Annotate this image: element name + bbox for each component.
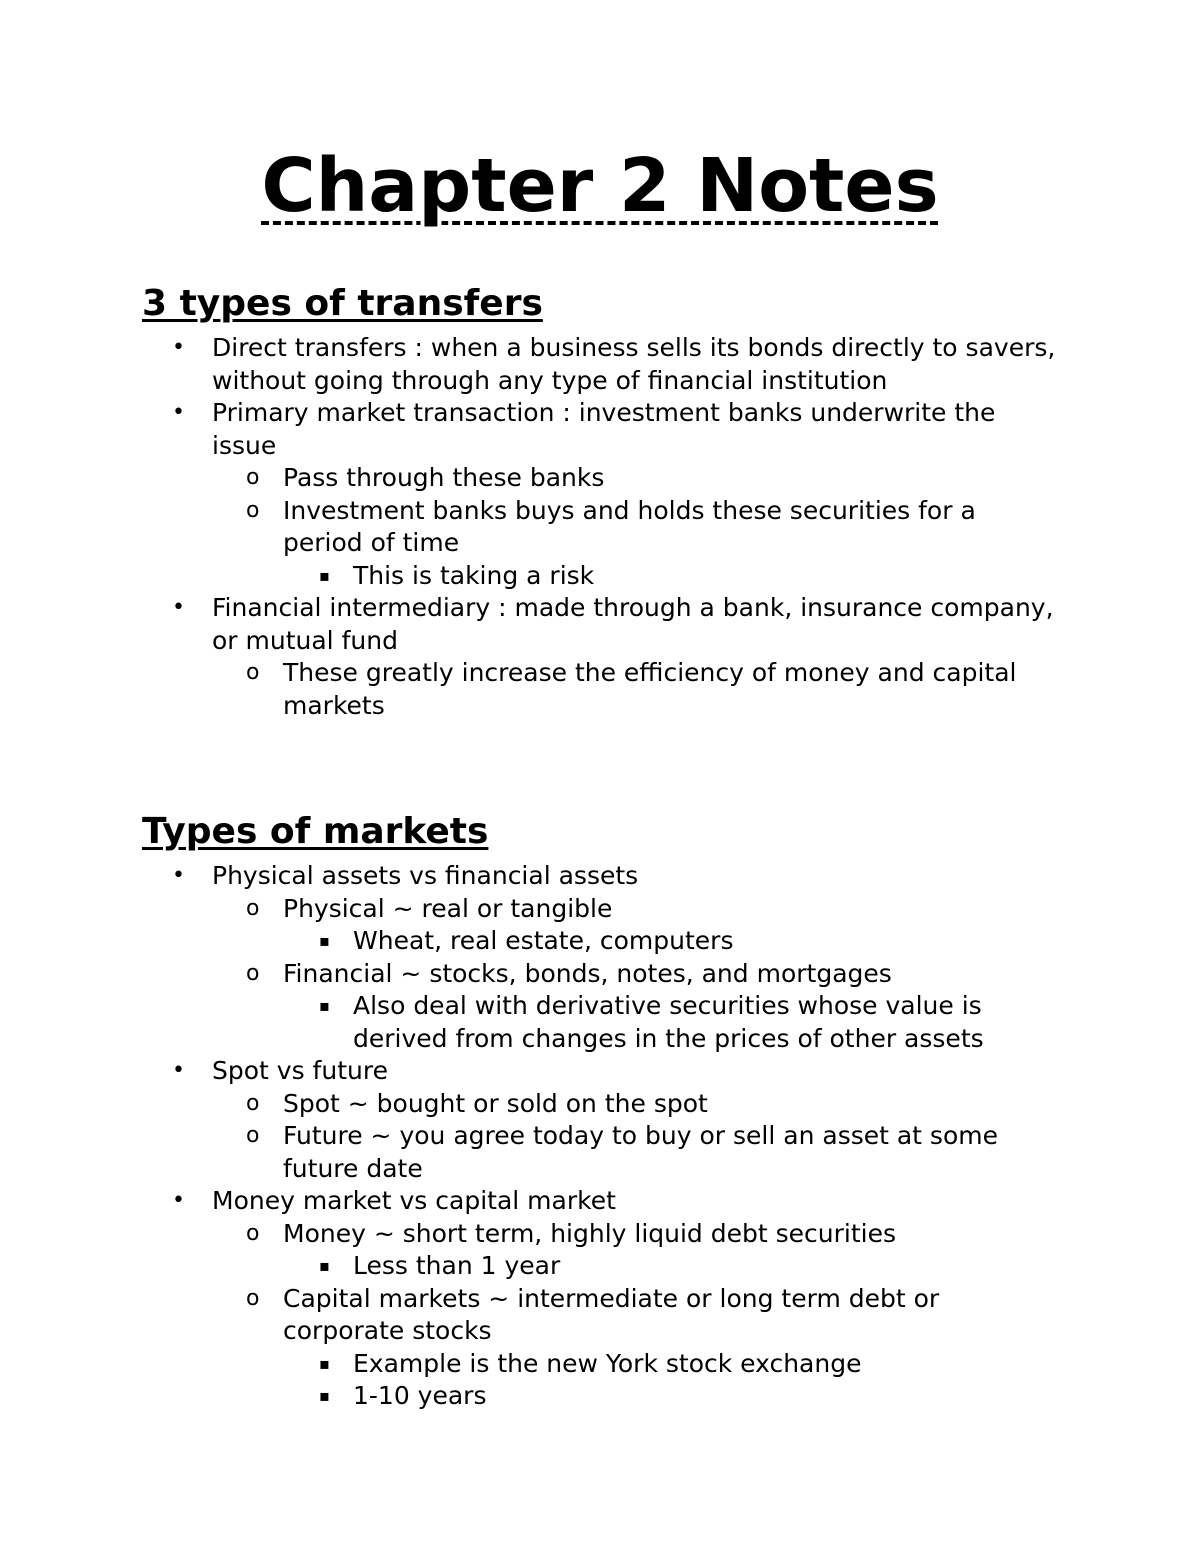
- list-item-text: Investment banks buys and holds these securities for a period of time: [283, 495, 976, 557]
- bullet-circle-icon: o: [246, 1220, 260, 1246]
- bullet-square-icon: ▪: [319, 565, 330, 585]
- list-item-text: Physical assets vs financial assets: [212, 861, 639, 890]
- list-item-text: Money market vs capital market: [212, 1186, 616, 1215]
- section-heading: Types of markets: [142, 811, 489, 852]
- list-item-text: Less than 1 year: [353, 1251, 561, 1280]
- list-item-text: Future ~ you agree today to buy or sell an asset at some future date: [283, 1121, 998, 1183]
- list-item-text: Example is the new York stock exchange: [353, 1348, 862, 1378]
- bullet-dot-icon: •: [172, 595, 185, 620]
- list-item-text: Physical ~ real or tangible: [283, 893, 613, 923]
- bullet-list: [142, 860, 1062, 1413]
- list-item-text: Direct transfers : when a business sells its bonds directly to savers, without going through any type of financial institution: [212, 333, 1056, 395]
- bullet-dot-icon: •: [172, 335, 185, 360]
- bullet-list: [142, 332, 1062, 722]
- section-markets: [142, 808, 1062, 1413]
- list-item-text: This is taking a risk: [353, 560, 595, 590]
- list-item-text: Pass through these banks: [283, 463, 605, 492]
- list-item-text: Also deal with derivative securities whose value is derived from changes in the prices of other assets: [353, 991, 984, 1053]
- list-item: [142, 893, 1062, 926]
- list-item: [142, 990, 1062, 1055]
- bullet-square-icon: ▪: [319, 1256, 330, 1275]
- bullet-dot-icon: •: [172, 400, 185, 425]
- bullet-circle-icon: o: [246, 960, 260, 986]
- list-item: [142, 1283, 1062, 1348]
- list-item-text: Spot ~ bought or sold on the spot: [283, 1088, 708, 1118]
- bullet-circle-icon: o: [246, 465, 260, 490]
- list-item-text: 1-10 years: [353, 1381, 487, 1410]
- list-item-text: Financial ~ stocks, bonds, notes, and mortgages: [283, 958, 892, 988]
- list-item-text: Wheat, real estate, computers: [353, 926, 734, 955]
- bullet-circle-icon: o: [246, 1090, 260, 1116]
- bullet-dot-icon: •: [172, 1188, 185, 1213]
- list-item: [142, 958, 1062, 991]
- list-item: [142, 1088, 1062, 1121]
- list-item: [142, 495, 1062, 560]
- bullet-square-icon: ▪: [319, 1386, 330, 1405]
- list-item: [142, 560, 1062, 593]
- section-transfers: [142, 280, 1062, 722]
- list-item: [142, 1380, 1062, 1413]
- list-item: [142, 1120, 1062, 1185]
- bullet-dot-icon: •: [172, 1058, 185, 1083]
- list-item: [142, 1348, 1062, 1381]
- section-heading: 3 types of transfers: [142, 283, 543, 324]
- bullet-circle-icon: o: [246, 1285, 260, 1311]
- bullet-square-icon: ▪: [319, 1353, 330, 1373]
- bullet-circle-icon: o: [246, 895, 260, 921]
- list-item: [142, 1185, 1062, 1218]
- list-item: [142, 1250, 1062, 1283]
- list-item: [142, 925, 1062, 958]
- list-item: [142, 332, 1062, 397]
- bullet-square-icon: ▪: [319, 931, 330, 950]
- list-item: [142, 657, 1062, 722]
- bullet-circle-icon: o: [246, 1123, 260, 1148]
- bullet-dot-icon: •: [172, 863, 185, 888]
- list-item: [142, 1055, 1062, 1088]
- list-item: [142, 462, 1062, 495]
- list-item: [142, 1218, 1062, 1251]
- page-title: Chapter 2 Notes: [261, 143, 939, 229]
- list-item-text: Primary market transaction : investment banks underwrite the issue: [212, 398, 996, 460]
- list-item-text: Capital markets ~ intermediate or long term debt or corporate stocks: [283, 1283, 940, 1345]
- list-item-text: Financial intermediary : made through a bank, insurance company, or mutual fund: [212, 593, 1054, 655]
- list-item-text: Spot vs future: [212, 1056, 388, 1085]
- list-item: [142, 592, 1062, 657]
- list-item-text: Money ~ short term, highly liquid debt securities: [283, 1218, 896, 1248]
- bullet-square-icon: ▪: [319, 996, 330, 1015]
- list-item: [142, 860, 1062, 893]
- bullet-circle-icon: o: [246, 497, 260, 523]
- bullet-circle-icon: o: [246, 660, 260, 685]
- list-item-text: These greatly increase the efficiency of money and capital markets: [283, 658, 1017, 720]
- list-item: [142, 397, 1062, 462]
